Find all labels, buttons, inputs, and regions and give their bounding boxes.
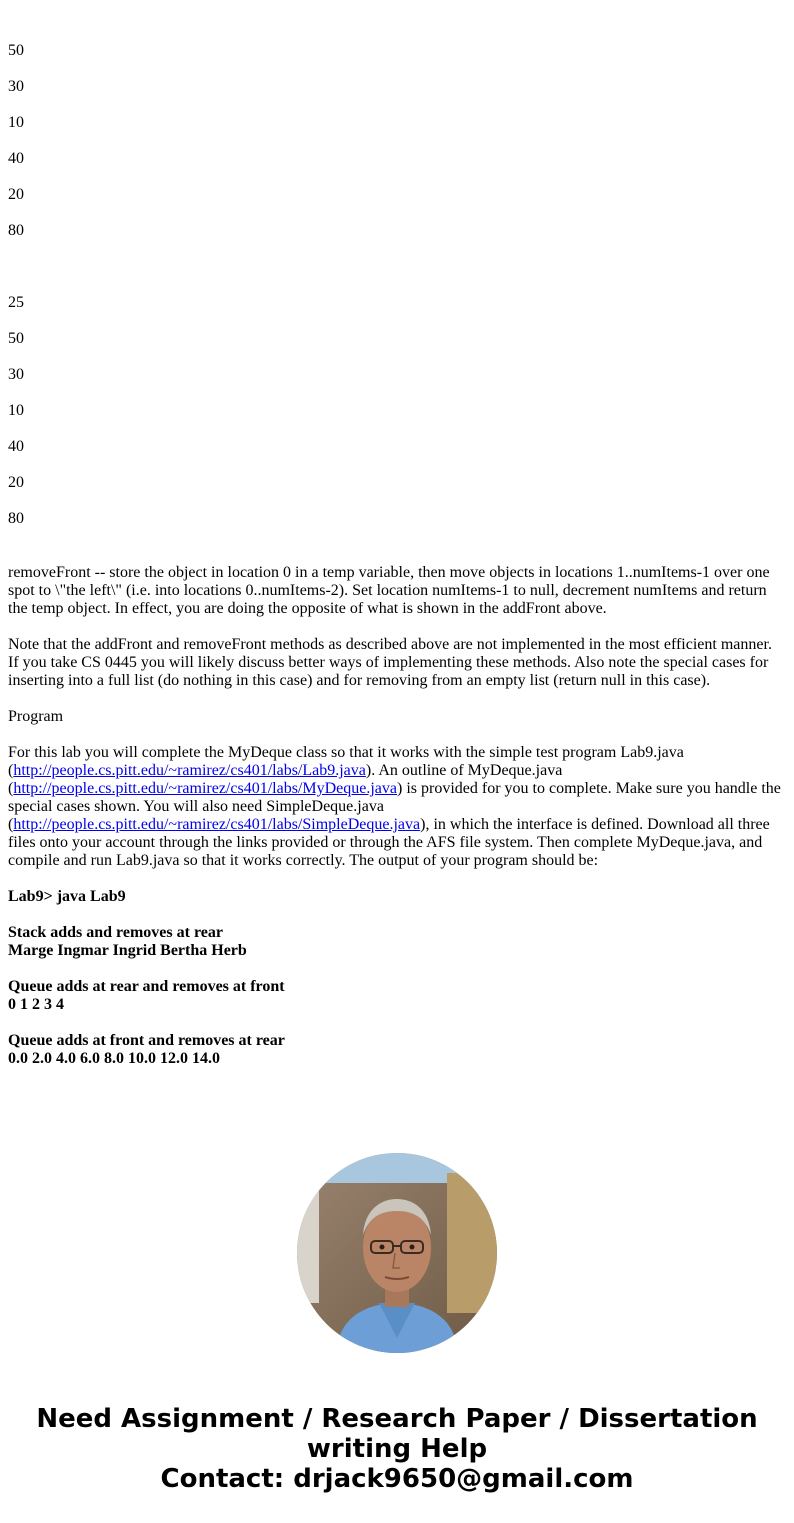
portrait-image [297, 1153, 497, 1353]
banner-line-2: writing Help [306, 1434, 488, 1464]
queue-rear-values: 0.0 2.0 4.0 6.0 8.0 10.0 12.0 14.0 [8, 1050, 220, 1067]
efficiency-note: Note that the addFront and removeFront methods as described above are not implemented in the most efficient manner. If you take CS 0445 you will likely discuss better ways of implementing these methods. Also note the special cases for inserting into a full list (do nothing in this case) and for removing from an empty list (return null in this case). [8, 636, 772, 689]
document-content [8, 0, 786, 1068]
queue-front-values: 0 1 2 3 4 [8, 996, 64, 1013]
number-list-after-add-front [8, 258, 786, 528]
list-item: 80 [8, 510, 24, 527]
output-command: Lab9> java Lab9 [8, 888, 126, 905]
banner-line-1: Need Assignment / Research Paper / Dissertation [36, 1404, 758, 1434]
program-heading: Program [8, 708, 64, 725]
program-text-4: ), in which the interface is defined. Download all three files onto your account through the links provided or through the AFS file system. Then complete MyDeque.java, and compile and run Lab9.java so that it works correctly. The output of your program should be: [8, 816, 770, 869]
mydeque-link[interactable]: http://people.cs.pitt.edu/~ramirez/cs401/labs/MyDeque.java [13, 780, 397, 797]
program-text-2: ). An outline of MyDeque.java ( [8, 762, 563, 797]
list-item: 10 [8, 402, 24, 419]
list-item: 50 [8, 330, 24, 347]
list-item: 20 [8, 186, 24, 203]
program-text-1: For this lab you will complete the MyDeque class so that it works with the simple test program Lab9.java ( [8, 744, 684, 779]
expected-output [8, 888, 786, 1068]
remove-front-description: removeFront -- store the object in location 0 in a temp variable, then move objects in locations 1..numItems-1 over one spot to \"the left\" (i.e. into locations 0..numItems-2). Set location numItems-1 to null, decrement numItems and return the temp object. In effect, you are doing the opposite of what is shown in the addFront above. [8, 564, 770, 617]
number-list-initial [8, 0, 786, 240]
stack-heading: Stack adds and removes at rear [8, 924, 223, 941]
list-item: 30 [8, 78, 24, 95]
lab9-link[interactable]: http://people.cs.pitt.edu/~ramirez/cs401/labs/Lab9.java [13, 762, 366, 779]
list-item: 25 [8, 294, 24, 311]
list-item: 10 [8, 114, 24, 131]
help-banner [0, 1404, 794, 1494]
queue-rear-heading: Queue adds at front and removes at rear [8, 1032, 285, 1049]
list-item: 80 [8, 222, 24, 239]
author-photo [297, 1153, 497, 1353]
program-instructions [8, 744, 786, 870]
queue-front-heading: Queue adds at rear and removes at front [8, 978, 285, 995]
list-item: 50 [8, 42, 24, 59]
stack-values: Marge Ingmar Ingrid Bertha Herb [8, 942, 247, 959]
list-item: 30 [8, 366, 24, 383]
program-text-3: ) is provided for you to complete. Make sure you handle the special cases shown. You will also need SimpleDeque.java ( [8, 780, 781, 833]
banner-contact: Contact: drjack9650@gmail.com [160, 1464, 634, 1494]
list-item: 20 [8, 474, 24, 491]
list-item: 40 [8, 438, 24, 455]
list-item: 40 [8, 150, 24, 167]
simpledeque-link[interactable]: http://people.cs.pitt.edu/~ramirez/cs401/labs/SimpleDeque.java [13, 816, 421, 833]
